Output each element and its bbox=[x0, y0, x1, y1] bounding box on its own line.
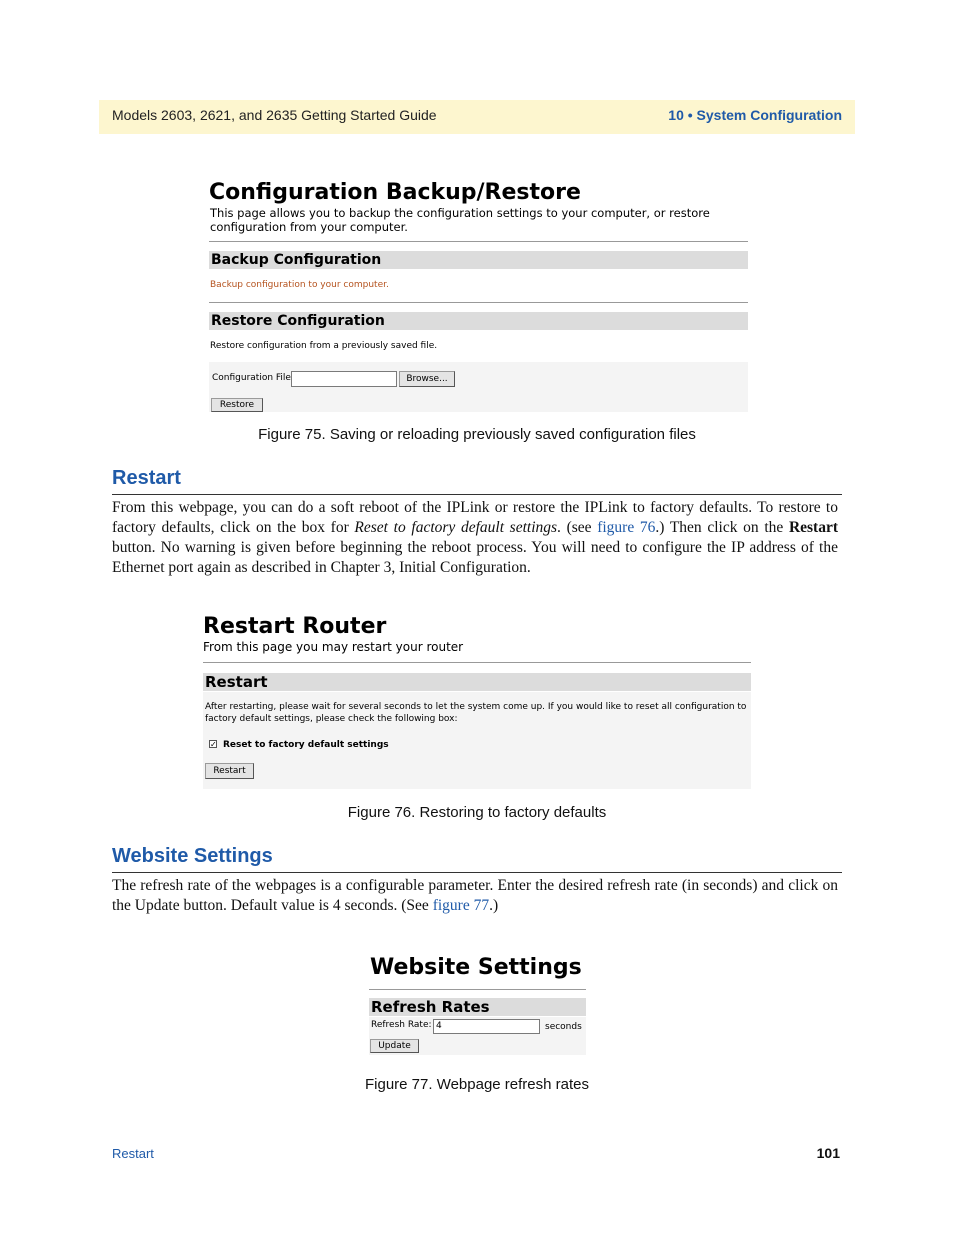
website-settings-heading: Website Settings bbox=[112, 845, 273, 867]
heading-rule bbox=[112, 494, 842, 495]
figure-76-caption: Figure 76. Restoring to factory defaults bbox=[347, 804, 607, 821]
restart-paragraph: From this webpage, you can do a soft reboot of the IPLink or restore the IPLink to factory defaults. To restore to factory defaults, click on the box for Reset to factory default settings. (see figure 76.) Then click on the Restart button. No warning is given before beginning the reboot process. You will need to configure the IP address of the Ethernet port again as described in Chapter 3, Initial Configuration. bbox=[112, 499, 838, 576]
footer-section-name: Restart bbox=[112, 1146, 154, 1161]
restart-router-title: Restart Router bbox=[203, 614, 387, 639]
refresh-rate-input[interactable]: 4 bbox=[433, 1019, 540, 1034]
divider bbox=[209, 241, 748, 242]
refresh-rates-bar: Refresh Rates bbox=[369, 998, 586, 1016]
restore-section-bar: Restore Configuration bbox=[209, 312, 748, 330]
restart-section-bar: Restart bbox=[203, 673, 751, 691]
figure-77-link[interactable]: figure 77 bbox=[432, 897, 490, 914]
divider bbox=[209, 302, 748, 303]
restore-description: Restore configuration from a previously saved file. bbox=[210, 341, 438, 351]
browse-button[interactable]: Browse... bbox=[399, 371, 455, 387]
factory-reset-checkbox[interactable]: ✓ bbox=[210, 740, 217, 749]
divider bbox=[203, 662, 751, 663]
config-backup-description: This page allows you to backup the configuration settings to your computer, or restore configuration from your computer. bbox=[210, 206, 710, 234]
backup-link[interactable]: Backup configuration to your computer. bbox=[210, 280, 389, 290]
restart-button[interactable]: Restart bbox=[205, 763, 254, 779]
backup-section-bar: Backup Configuration bbox=[209, 251, 748, 269]
website-settings-title: Website Settings bbox=[370, 955, 582, 980]
refresh-rate-unit: seconds bbox=[545, 1022, 582, 1032]
figure-75-caption: Figure 75. Saving or reloading previously saved configuration files bbox=[258, 426, 696, 443]
config-backup-title: Configuration Backup/Restore bbox=[209, 180, 581, 205]
restart-bold: Restart bbox=[788, 519, 838, 536]
header-chapter-title: 10 • System Configuration bbox=[668, 107, 842, 123]
header-guide-title: Models 2603, 2621, and 2635 Getting Started Guide bbox=[112, 107, 437, 123]
restart-instructions: After restarting, please wait for several seconds to let the system come up. If you would like to reset all configuration to factory default settings, please check the following box: bbox=[205, 702, 747, 724]
figure-76-link[interactable]: figure 76 bbox=[597, 519, 656, 536]
restore-form-panel bbox=[209, 362, 748, 412]
restore-button[interactable]: Restore bbox=[211, 398, 263, 412]
reset-option-emphasis: Reset to factory default settings bbox=[354, 519, 558, 536]
update-button[interactable]: Update bbox=[370, 1039, 419, 1053]
config-file-input[interactable] bbox=[291, 371, 397, 387]
heading-rule bbox=[112, 872, 842, 873]
divider bbox=[369, 989, 586, 990]
factory-reset-label: Reset to factory default settings bbox=[223, 740, 389, 750]
figure-77-caption: Figure 77. Webpage refresh rates bbox=[364, 1076, 589, 1093]
restart-heading: Restart bbox=[112, 467, 181, 489]
config-file-label: Configuration File bbox=[212, 373, 291, 383]
page-number: 101 bbox=[816, 1145, 840, 1161]
refresh-rate-label: Refresh Rate: bbox=[371, 1020, 432, 1030]
restart-router-description: From this page you may restart your router bbox=[203, 640, 464, 654]
website-settings-paragraph: The refresh rate of the webpages is a configurable parameter. Enter the desired refresh rate (in seconds) and click on the Update button. Default value is 4 seconds. (See figure 77.) bbox=[112, 877, 838, 914]
